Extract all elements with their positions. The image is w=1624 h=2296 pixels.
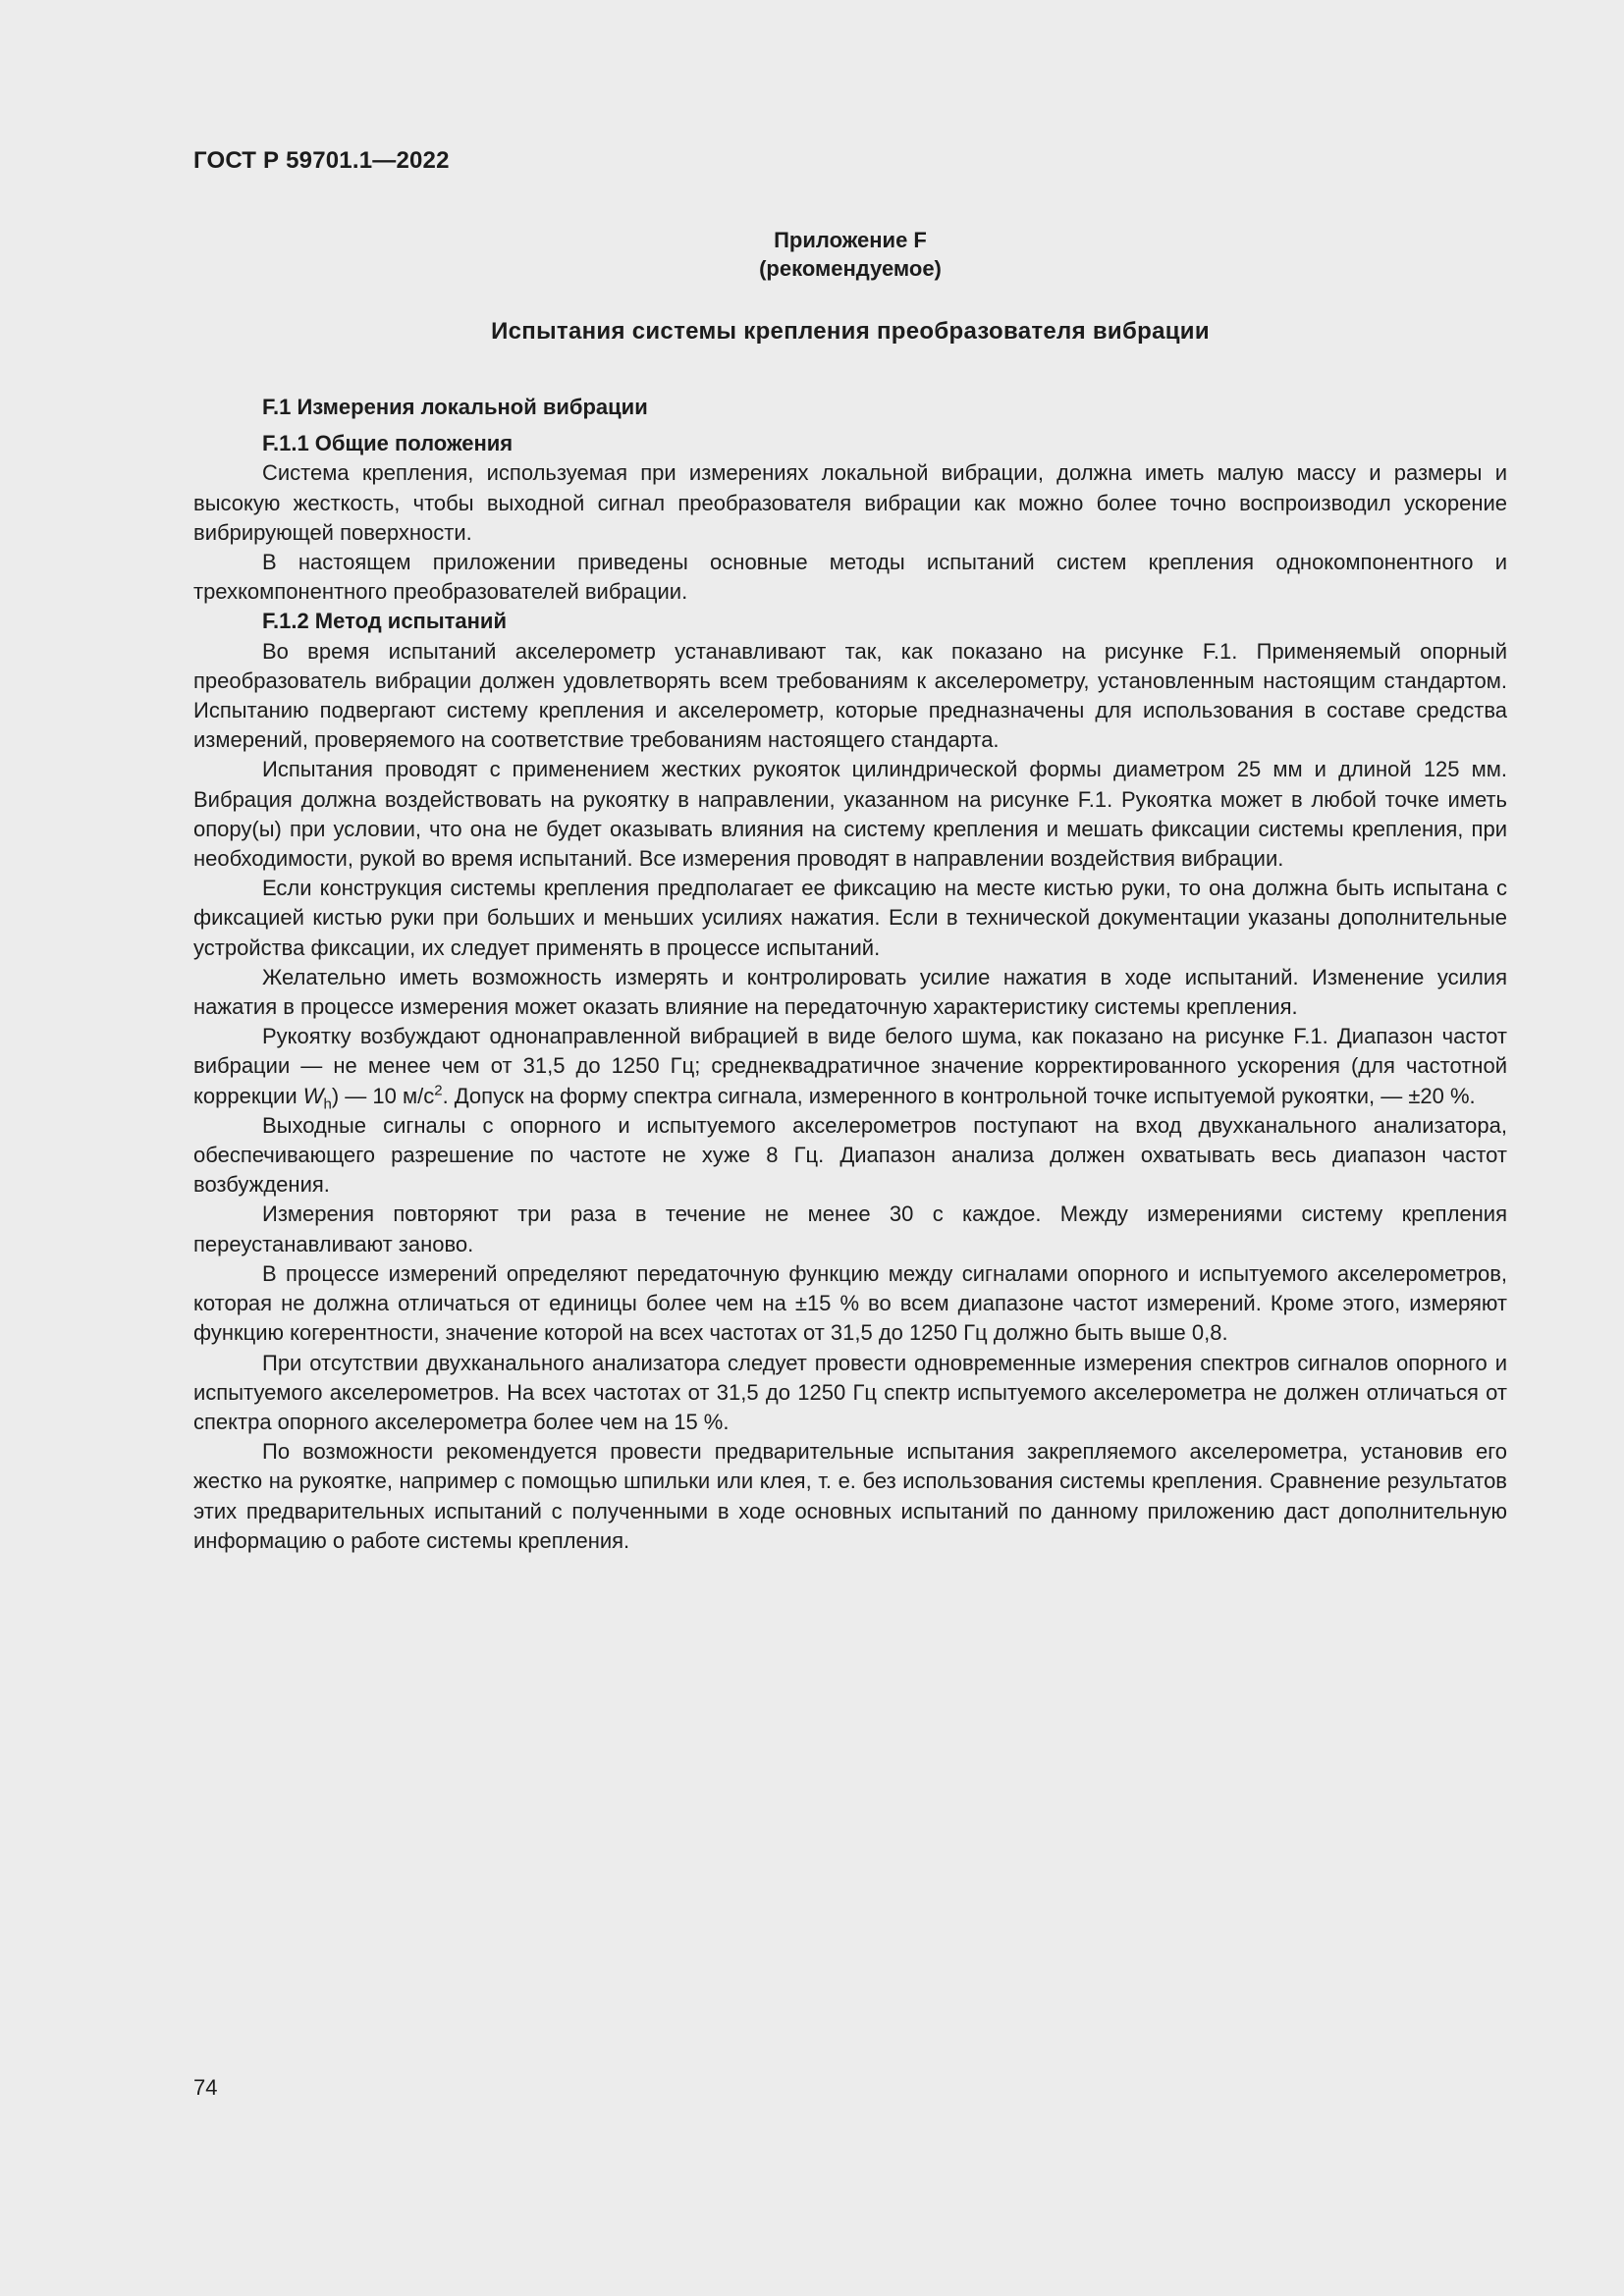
weighting-symbol: W: [302, 1083, 324, 1108]
text-run: . Допуск на форму спектра сигнала, измеренного в контрольной точке испытуемой рукоятки, — ±20 %.: [442, 1083, 1476, 1108]
weighting-subscript: h: [323, 1095, 332, 1113]
paragraph: Испытания проводят с применением жестких рукояток цилиндрической формы диаметром 25 мм и длиной 125 мм. Вибрация должна воздействовать на рукоятку в направлении, указанном на рисунке F.1. Рукоятка может в любой точке иметь опору(ы) при условии, что она не будет оказывать влияния на систему крепления и мешать фиксации системы крепления, при необходимости, рукой во время испытаний. Все измерения проводят в направлении воздействия вибрации.: [193, 757, 1507, 872]
paragraph: Желательно иметь возможность измерять и контролировать усилие нажатия в ходе испытаний. Изменение усилия нажатия в процессе измерения может оказать влияние на передаточную характеристику системы крепления.: [193, 964, 1507, 1020]
annex-body: [193, 393, 1507, 1556]
paragraph: Если конструкция системы крепления предполагает ее фиксацию на месте кистью руки, то она должна быть испытана с фиксацией кистью руки при больших и меньших усилиях нажатия. Если в технической документации указаны дополнительные устройства фиксации, их следует применять в процессе испытаний.: [193, 876, 1507, 960]
paragraph: Во время испытаний акселерометр устанавливают так, как показано на рисунке F.1. Применяемый опорный преобразователь вибрации должен удовлетворять всем требованиям к акселерометру, установленным настоящим стандартом. Испытанию подвергают систему крепления и акселерометр, которые предназначены для использования в составе средства измерений, проверяемого на соответствие требованиям настоящего стандарта.: [193, 638, 1507, 753]
section-heading-f1-1: F.1.1 Общие положения: [262, 431, 514, 456]
paragraph: Система крепления, используемая при измерениях локальной вибрации, должна иметь малую массу и размеры и высокую жесткость, чтобы выходной сигнал преобразователя вибрации как можно более точно воспроизводил ускорение вибрирующей поверхности.: [193, 460, 1507, 545]
paragraph: Выходные сигналы с опорного и испытуемого акселерометров поступают на вход двухканального анализатора, обеспечивающего разрешение по частоте не хуже 8 Гц. Диапазон анализа должен охватывать весь диапазон частот возбуждения.: [193, 1112, 1507, 1198]
section-heading-f1-2: F.1.2 Метод испытаний: [262, 609, 507, 634]
annex-status: (рекомендуемое): [759, 256, 942, 281]
paragraph: По возможности рекомендуется провести предварительные испытания закрепляемого акселерометра, установив его жестко на рукоятке, например с помощью шпильки или клея, т. е. без использования системы крепления. Сравнение результатов этих предварительных испытаний с полученными в ходе основных испытаний по данному приложению даст дополнительную информацию о работе системы крепления.: [193, 1439, 1507, 1553]
paragraph: При отсутствии двухканального анализатора следует провести одновременные измерения спектров сигналов опорного и испытуемого акселерометров. На всех частотах от 31,5 до 1250 Гц спектр испытуемого акселерометра не должен отличаться от спектра опорного акселерометра более чем на 15 %.: [193, 1350, 1507, 1434]
annex-heading: [193, 226, 1507, 283]
page-number: 74: [193, 2075, 218, 2100]
document-id-header: ГОСТ Р 59701.1—2022: [193, 147, 450, 174]
text-run: ) — 10 м/с: [331, 1083, 435, 1108]
unit-exponent: 2: [434, 1082, 443, 1099]
paragraph: [193, 1022, 1507, 1111]
paragraph: В настоящем приложении приведены основные методы испытаний систем крепления однокомпонентного и трехкомпонентного преобразователей вибрации.: [193, 550, 1507, 605]
annex-title: Испытания системы крепления преобразователя вибрации: [491, 318, 1210, 345]
text-run: Рукоятку возбуждают однонаправленной вибрацией в виде белого шума, как показано на рисунке F.1. Диапазон частот вибрации — не менее чем от 31,5 до 1250 Гц; среднеквадратичное значение корректированного ускорения (для частотной коррекции: [193, 1024, 1507, 1108]
section-heading-f1: F.1 Измерения локальной вибрации: [262, 395, 648, 419]
paragraph: В процессе измерений определяют передаточную функцию между сигналами опорного и испытуемого акселерометров, которая не должна отличаться от единицы более чем на ±15 % во всем диапазоне частот измерений. Кроме этого, измеряют функцию когерентности, значение которой на всех частотах от 31,5 до 1250 Гц должно быть выше 0,8.: [193, 1260, 1507, 1346]
paragraph: Измерения повторяют три раза в течение не менее 30 с каждое. Между измерениями систему крепления переустанавливают заново.: [193, 1201, 1507, 1256]
annex-label: Приложение F: [774, 228, 927, 252]
